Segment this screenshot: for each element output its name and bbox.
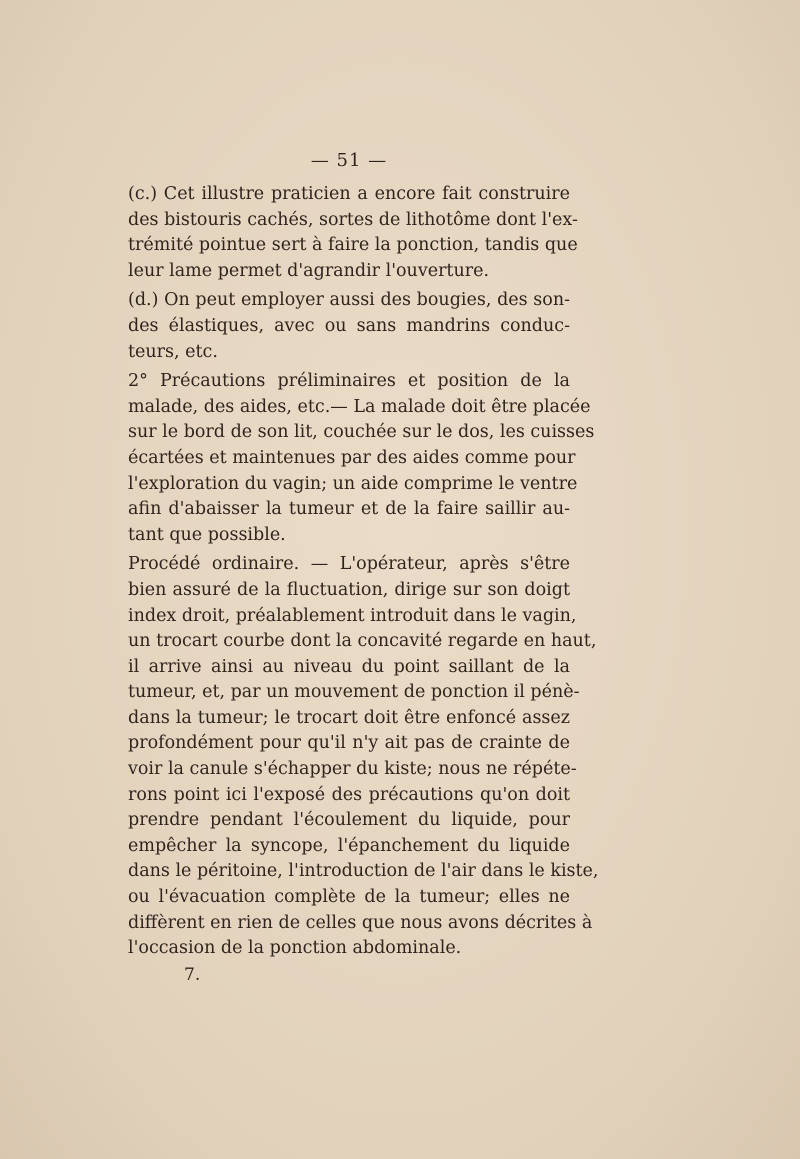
- text-line: diffèrent en rien de celles que nous avons décrites à: [128, 912, 593, 933]
- paragraph-d: [128, 288, 570, 365]
- text-line: profondément pour qu'il n'y ait pas de crainte de: [128, 733, 570, 754]
- text-line: écartées et maintenues par des aides comme pour: [128, 447, 576, 468]
- text-line: Procédé ordinaire. — L'opérateur, après s'être: [128, 554, 570, 575]
- text-line: voir la canule s'échapper du kiste; nous ne répéte-: [128, 759, 577, 780]
- text-line: tumeur, et, par un mouvement de ponction il pénè-: [128, 682, 580, 703]
- text-line: un trocart courbe dont la concavité regarde en haut,: [128, 631, 597, 652]
- text-block: [128, 150, 599, 988]
- signature-mark: 7.: [184, 964, 201, 985]
- paragraph-procede-ordinaire: [128, 552, 599, 962]
- text-line: trémité pointue sert à faire la ponction, tandis que: [128, 235, 578, 256]
- text-line: ou l'évacuation complète de la tumeur; elles ne: [128, 887, 570, 908]
- text-line: tant que possible.: [128, 524, 286, 545]
- text-line: rons point ici l'exposé des précautions qu'on doit: [128, 784, 570, 805]
- text-line: prendre pendant l'écoulement du liquide, pour: [128, 810, 570, 831]
- text-line: des bistouris cachés, sortes de lithotôme dont l'ex-: [128, 209, 578, 230]
- text-line: l'exploration du vagin; un aide comprime le ventre: [128, 473, 578, 494]
- text-line: malade, des aides, etc.— La malade doit être placée: [128, 396, 591, 417]
- text-line: des élastiques, avec ou sans mandrins conduc-: [128, 315, 570, 336]
- paragraph-precautions: [128, 369, 595, 548]
- text-line: teurs, etc.: [128, 341, 218, 362]
- text-line: dans la tumeur; le trocart doit être enfoncé assez: [128, 707, 570, 728]
- text-line: sur le bord de son lit, couchée sur le dos, les cuisses: [128, 422, 595, 443]
- text-line: index droit, préalablement introduit dans le vagin,: [128, 605, 577, 626]
- text-line: il arrive ainsi au niveau du point saillant de la: [128, 656, 570, 677]
- text-line: bien assuré de la fluctuation, dirige sur son doigt: [128, 579, 570, 600]
- text-line: l'occasion de la ponction abdominale.: [128, 938, 462, 959]
- text-line: (d.) On peut employer aussi des bougies, des son-: [128, 290, 570, 311]
- page-number: — 51 —: [310, 150, 388, 171]
- text-line: leur lame permet d'agrandir l'ouverture.: [128, 260, 490, 281]
- text-line: 2° Précautions préliminaires et position de la: [128, 371, 570, 392]
- text-line: empêcher la syncope, l'épanchement du liquide: [128, 835, 570, 856]
- paragraph-c: [128, 182, 578, 284]
- text-line: (c.) Cet illustre praticien a encore fait construire: [128, 184, 570, 204]
- text-line: afin d'abaisser la tumeur et de la faire saillir au-: [128, 499, 570, 520]
- text-line: dans le péritoine, l'introduction de l'air dans le kiste,: [128, 861, 599, 882]
